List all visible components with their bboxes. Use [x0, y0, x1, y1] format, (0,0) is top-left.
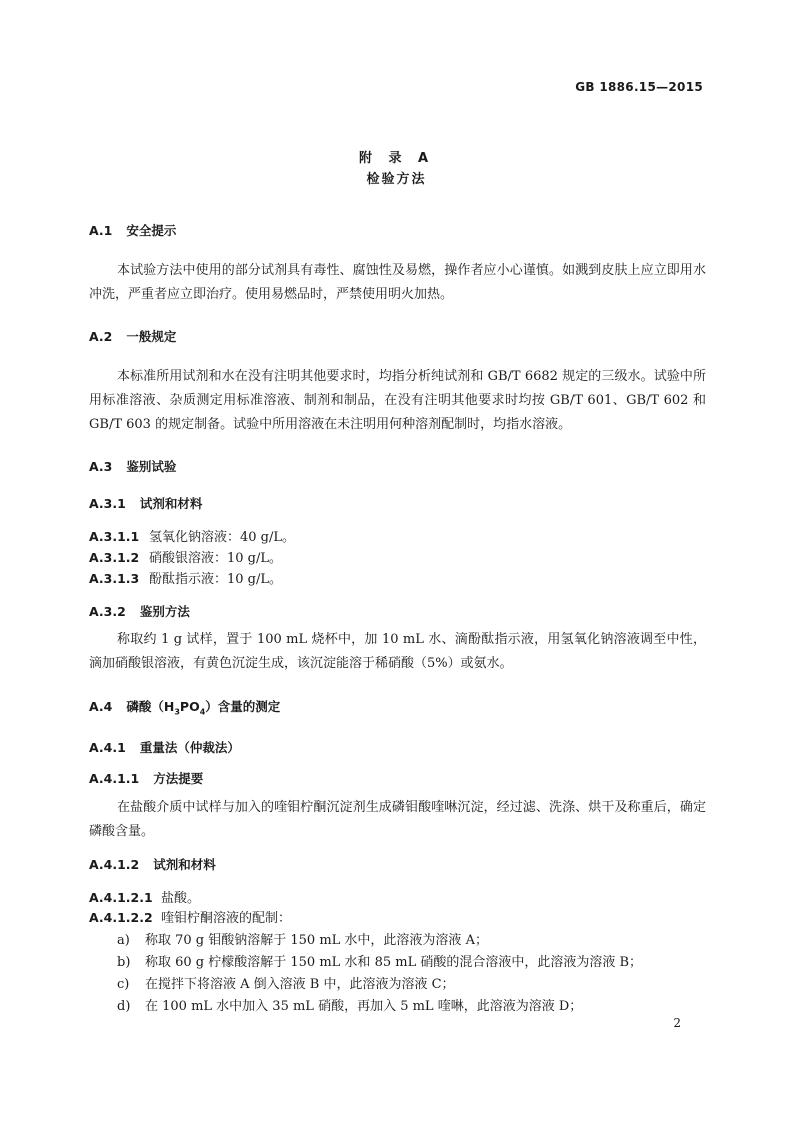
- list-label: c): [117, 977, 130, 992]
- section-title: 鉴别方法: [139, 604, 190, 619]
- section-a3-heading: [89, 457, 176, 475]
- list-text: 在搅拌下将溶液 A 倒入溶液 B 中，此溶液为溶液 C；: [145, 977, 455, 992]
- section-a1-heading: [89, 221, 176, 239]
- section-number: A.3.1: [89, 496, 126, 511]
- section-number: A.2: [89, 329, 113, 344]
- section-title: 试剂和材料: [139, 496, 203, 511]
- section-title: 试剂和材料: [153, 857, 216, 872]
- section-a31-heading: [89, 494, 202, 512]
- section-number: A.4.1.1: [89, 771, 140, 786]
- section-title: 鉴别试验: [126, 459, 177, 474]
- section-a411-paragraph: 在盐酸介质中试样与加入的喹钼柠酮沉淀剂生成磷钼酸喹啉沉淀，经过滤、洗涤、烘干及称重后，确定磷酸含量。: [89, 800, 706, 839]
- list-text: 称取 60 g 柠檬酸溶解于 150 mL 水和 85 mL 硝酸的混合溶液中，此溶液为溶液 B；: [145, 955, 643, 970]
- section-a32-paragraph: 称取约 1 g 试样，置于 100 mL 烧杯中，加 10 mL 水、滴酚酞指示液，用氢氧化钠溶液调至中性，滴加硝酸银溶液，有黄色沉淀生成，该沉淀能溶于稀硝酸（5%）或氨水。: [89, 632, 706, 671]
- appendix-title: 检验方法: [366, 172, 427, 187]
- page-number: 2: [673, 1016, 681, 1030]
- list-label: b): [117, 955, 131, 970]
- section-number: A.4.1.2: [89, 857, 140, 872]
- item-a311: [89, 526, 295, 545]
- item-text: 盐酸。: [161, 891, 201, 906]
- section-a2-paragraph: 本标准所用试剂和水在没有注明其他要求时，均指分析纯试剂和 GB/T 6682 规定的三级水。试验中所用标准溶液、杂质测定用标准溶液、制剂和制品，在没有注明其他要求时均按 GB/T 601、GB/T 602 和 GB/T 603 的规定制备。试验中所用溶液在未注明用何种溶剂配制时，均指水溶液。: [89, 369, 706, 432]
- standard-code: GB 1886.15—2015: [575, 80, 703, 94]
- section-title: 一般规定: [126, 329, 177, 344]
- item-text: 酚酞指示液：10 g/L。: [149, 572, 283, 587]
- section-a41-heading: [89, 738, 240, 756]
- list-text: 在 100 mL 水中加入 35 mL 硝酸，再加入 5 mL 喹啉，此溶液为溶液 D；: [145, 999, 583, 1014]
- section-number: A.4.1: [89, 740, 126, 755]
- item-number: A.3.1.3: [89, 571, 140, 586]
- item-number: A.3.1.2: [89, 550, 140, 565]
- item-a4122: [89, 907, 291, 926]
- appendix-label: 附 录 A: [358, 151, 435, 166]
- item-text: 氢氧化钠溶液：40 g/L。: [149, 530, 296, 545]
- item-number: A.4.1.2.2: [89, 910, 153, 925]
- section-title: 安全提示: [126, 223, 177, 238]
- section-a32-heading: [89, 602, 190, 620]
- section-a4-heading: [89, 697, 280, 717]
- section-number: A.3: [89, 459, 113, 474]
- list-item: [117, 973, 455, 992]
- item-a4121: [89, 887, 200, 906]
- section-a411-heading: [89, 769, 203, 787]
- section-number: A.1: [89, 223, 113, 238]
- item-text: 硝酸银溶液：10 g/L。: [149, 551, 283, 566]
- section-a412-heading: [89, 855, 216, 873]
- item-number: A.4.1.2.1: [89, 890, 153, 905]
- section-title: 重量法（仲裁法）: [139, 740, 240, 755]
- section-number: A.3.2: [89, 604, 126, 619]
- list-label: a): [117, 933, 130, 948]
- section-a2-heading: [89, 327, 176, 345]
- list-item: [117, 929, 488, 948]
- section-title: 磷酸$(H_3PO_4)$含量的测定: [126, 699, 281, 717]
- item-text: 喹钼柠酮溶液的配制：: [161, 911, 292, 926]
- item-a312: [89, 547, 282, 566]
- list-label: d): [117, 999, 131, 1014]
- list-item: [117, 995, 582, 1014]
- section-title: 方法提要: [153, 771, 204, 786]
- item-number: A.3.1.1: [89, 529, 140, 544]
- list-text: 称取 70 g 钼酸钠溶解于 150 mL 水中，此溶液为溶液 A；: [145, 933, 488, 948]
- item-a313: [89, 568, 282, 587]
- section-number: A.4: [89, 699, 113, 714]
- section-a1-paragraph: 本试验方法中使用的部分试剂具有毒性、腐蚀性及易燃，操作者应小心谨慎。如溅到皮肤上应立即用水冲洗，严重者应立即治疗。使用易燃品时，严禁使用明火加热。: [89, 263, 706, 302]
- list-item: [117, 951, 642, 970]
